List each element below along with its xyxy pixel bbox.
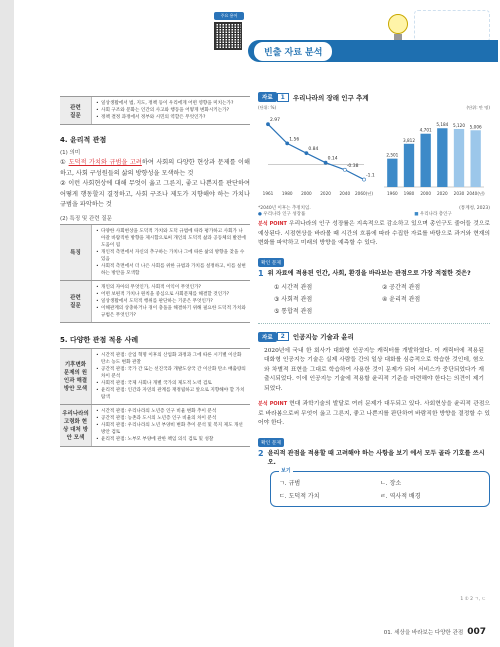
list-item: • 사회 구조와 문화는 인간의 사고와 행동을 어떻게 변화시키는가?: [96, 107, 246, 114]
option-1[interactable]: ① 시간적 관점: [274, 283, 313, 291]
choice-item[interactable]: ㄱ. 규범: [279, 479, 301, 487]
top-question-table: [60, 96, 250, 125]
choice-item[interactable]: ㄹ. 역사적 배경: [380, 492, 421, 500]
divider: [258, 323, 490, 324]
data-label: 5,120: [453, 122, 465, 128]
option-5[interactable]: ⑤ 통합적 관점: [274, 307, 313, 315]
list-item: • 일상생활에서 법, 지도, 정책 등이 우리에게 어떤 영향을 미치는가?: [96, 100, 246, 107]
data-label: 0.14: [327, 156, 338, 162]
item-title: 우리나라의 장래 인구 추계: [292, 93, 369, 102]
data-label: -1.1: [366, 173, 375, 179]
data-label: 5,006: [469, 124, 482, 130]
option-2[interactable]: ② 공간적 관점: [382, 283, 421, 291]
x-tick-label: 1961: [262, 191, 274, 196]
section-banner: [248, 40, 498, 62]
list-item: • 공간적 관점: 국가 간 또는 선진국과 개발도상국 간 이산화 탄소 배출량의 차이 분석: [96, 366, 246, 380]
list-item: • 개인의 자아의 무엇인가, 사회적 이익이 무엇인가?: [96, 284, 246, 291]
case-table: [60, 348, 250, 405]
analysis-point: 분석 POINT 현대 과학기술의 발달로 여러 문제가 대두되고 있다. 사회현상을 윤리적 관점으로 바라봄으로써 무엇이 옳고 그른지, 좋고 나쁜지를 판단하여 바람직한 방향을 결정할 수 있어야 한다.: [258, 401, 490, 426]
item-number: 1: [277, 93, 289, 102]
choice-item[interactable]: ㄷ. 도덕적 가치: [279, 492, 320, 500]
question: 1 위 자료에 적용된 인간, 사회, 환경을 바라보는 관점으로 가장 적절한 것은?: [258, 268, 471, 278]
point-tag: 분석 POINT: [258, 221, 287, 227]
list-item: • 일상생활에서 도덕적 행위를 판단하는 기준은 무엇인가?: [96, 298, 246, 305]
growth-rate-chart: [258, 105, 375, 205]
left-column: [60, 96, 250, 447]
subsection-title: (2) 특징 및 관련 질문: [60, 215, 112, 222]
x-tick-label: 2030: [453, 191, 465, 196]
section-title: 5. 다양한 관점 적용 사례: [60, 335, 139, 344]
x-tick-label: 2060(년): [355, 191, 373, 196]
paragraph: ② 이런 사회현상에 대해 무엇이 옳고 그른지, 좋고 나쁜지를 판단하여 어떻게 행동할지 결정하고, 사회 구조나 제도가 지향해야 하는 가치나 규범을 파악하는 것: [60, 180, 250, 208]
item-header: [258, 92, 490, 102]
x-tick-label: 2020: [436, 191, 448, 196]
chart-source: (통계청, 2023): [459, 206, 490, 211]
x-tick-label: 2040(년): [466, 191, 485, 196]
bar: [454, 129, 464, 187]
chart-legend: ■ 우리나라 총인구: [414, 212, 452, 217]
bar-chart: [376, 111, 490, 199]
bar: [437, 128, 447, 187]
qr-code[interactable]: [214, 22, 242, 50]
data-label: 4,701: [419, 127, 432, 133]
footer-chapter: 01. 세상을 바라보는 다양한 관점: [383, 630, 464, 636]
point-tag: 분석 POINT: [258, 401, 288, 407]
item-badge: 자료: [258, 332, 277, 342]
x-tick-label: 2040: [339, 191, 351, 196]
x-tick-label: 1980: [281, 191, 293, 196]
chart-unit: (단위: 만 명): [466, 105, 490, 110]
line-chart: [258, 111, 375, 199]
chart-area: [258, 105, 490, 205]
item-badge: 자료: [258, 92, 277, 102]
qr-tag: 주요 용어: [214, 12, 244, 20]
question-list: [92, 97, 250, 124]
data-label: 5,184: [436, 122, 449, 128]
analysis-point: 분석 POINT 우리나라의 인구 성장률은 지속적으로 감소하고 있으며 총인구도 줄어들 것으로 예상된다. 시점현상을 바라볼 때 시간의 흐름에 따라 수집한 자료를 바탕으로 과거와 현재의 변화를 파악하고 미래의 방향을 예측할 수 있다.: [258, 221, 490, 246]
bar: [421, 134, 431, 187]
subsection-title: (1) 의미: [60, 150, 81, 156]
list-item: • 시간적 관점: 산업 혁명 이후의 산업화 과정과 그에 따른 시기별 이산화 탄소 농도 변화 관찰: [96, 352, 246, 366]
choices-label: 보기: [281, 467, 291, 474]
item-number: 2: [277, 332, 289, 341]
chart-notes: [258, 205, 490, 217]
table-header: 특징: [60, 225, 92, 280]
list-item: • 어떤 보편적 가치나 원칙을 중심으로 사회문제를 해결할 것인가?: [96, 291, 246, 298]
section-cases: [60, 335, 250, 447]
item-header: [258, 332, 490, 342]
table-header: 우리나라의 고령화 현상 대처 방안 모색: [60, 405, 92, 446]
check-label: 확인 문제: [258, 258, 284, 267]
paragraph: ① 도덕적 가치와 규범을 고려하여 사회의 다양한 현상과 문제를 이해하고, 사회 구성원들의 삶의 방향성을 모색하는 것: [60, 159, 251, 177]
list-item: • 다양한 사회현상을 도덕적 가치와 도덕 규범에 따라 평가하고 사회가 나아갈 바람직한 방향을 제시함으로써 개인의 도덕적 삶과 공동체의 발전에 도움이 됨: [96, 228, 246, 249]
feature-table: [60, 224, 250, 281]
qr-block: [214, 12, 244, 50]
banner-title: 빈출 자료 분석: [254, 42, 332, 61]
question-table: [60, 281, 250, 323]
data-label: 2,501: [386, 152, 399, 158]
chart-note: *2040년 이후는 추정치임.: [258, 206, 311, 211]
chart-unit: (단위: %): [258, 105, 277, 110]
list-item: • 윤리적 관점: 인간과 자연의 관계를 재정립하고 앞으로 지향해야 할 가치 탐색: [96, 387, 246, 401]
list-item: • 사회적 관점: 우리나라의 노년 부양비 변화 추이 분석 및 복지 제도 개선 방안 검토: [96, 422, 246, 436]
x-tick-label: 1980: [403, 191, 415, 196]
table-header: 관련 질문: [60, 97, 92, 124]
decorative-panel: [414, 10, 490, 42]
list-item: • 윤리적 관점: 노부모 부양에 관한 책임 의식 검토 및 성찰: [96, 436, 246, 443]
option-4[interactable]: ④ 윤리적 관점: [382, 295, 421, 303]
list-item: • 시간적 관점: 우리나라의 노년층 인구 비율 변화 추이 분석: [96, 408, 246, 415]
item-title: 인공지능 기술과 윤리: [292, 333, 354, 341]
page-number: 007: [467, 627, 486, 637]
passage: 2020년에 국내 한 회사가 대화형 인공지능 캐릭터를 개발하였다. 이 캐릭터에 적용된 대화형 인공지능 기술은 실제 사람들 간의 일상 대화를 심층적으로 학습한 것인데, 혐오와 차별적 표현을 그대로 학습하여 사용한 것이 문제가 되어 서비스가 중단되었다가 재출시되었다. 이에 인공지능 기술에 적용할 윤리적 기준을 마련해야 한다는 의견이 제기되었다.: [264, 347, 484, 392]
list-item: • 이해관계의 상충하거나 경이 충돌을 해결하기 위해 필요한 도덕적 가치와 규범은 무엇인가?: [96, 305, 246, 319]
data-label: 0.84: [308, 147, 319, 153]
list-item: • 개인적 측면에서 자신의 추구하는 가치나 그에 따른 삶의 방향을 찾을 수 있음: [96, 249, 246, 263]
x-tick-label: 2000: [420, 191, 432, 196]
table-header: 관련 질문: [60, 281, 92, 322]
list-item: • 공간적 관점: 농촌과 도시의 노년층 인구 비율의 차이 분석: [96, 415, 246, 422]
bar: [404, 144, 414, 187]
margin-band: [0, 0, 14, 647]
case-table: [60, 405, 250, 447]
bar: [387, 159, 397, 187]
x-tick-label: 2020: [320, 191, 331, 196]
data-label: -0.38: [346, 163, 359, 169]
answer-options: [258, 282, 490, 315]
page-footer: [384, 627, 486, 637]
list-item: • 사회적 측면에서 더 나은 사회를 위한 규범과 가치를 설정하고, 이를 실현하는 방안을 모색함: [96, 263, 246, 277]
bar: [471, 130, 481, 187]
answer-hint: 1 ① 2 ㄱ, ㄷ: [460, 597, 486, 602]
question: 2 윤리적 관점을 적용할 때 고려해야 하는 사항을 보기 에서 모두 골라 기호를 쓰시오.: [258, 448, 485, 466]
section-title: 4. 윤리적 관점: [60, 136, 107, 144]
right-column: [258, 92, 490, 507]
highlight-text: 도덕적 가치와 규범을 고려: [68, 159, 142, 166]
chart-legend: ● 우리나라 인구 성장률: [258, 212, 306, 217]
data-label: 3,812: [403, 137, 415, 143]
choice-item[interactable]: ㄴ. 장소: [380, 479, 402, 487]
option-3[interactable]: ③ 사회적 관점: [274, 295, 313, 303]
x-tick-label: 1960: [386, 191, 398, 196]
data-label: 2.97: [270, 118, 281, 124]
section-ethics: [60, 135, 250, 323]
x-tick-label: 2000: [301, 191, 312, 196]
list-item: • 정책 결정 과정에서 정부와 시민의 역할은 무엇인가?: [96, 114, 246, 121]
check-label: 확인 문제: [258, 438, 284, 447]
data-label: 1.56: [289, 137, 300, 143]
table-header: 기후변화 문제의 원인과 해결 방안 모색: [60, 349, 92, 404]
population-chart: [376, 105, 490, 205]
choices-box: [270, 467, 490, 507]
list-item: • 사회적 관점: 국제 사회나 개별 국가의 제도적 노력 검토: [96, 380, 246, 387]
